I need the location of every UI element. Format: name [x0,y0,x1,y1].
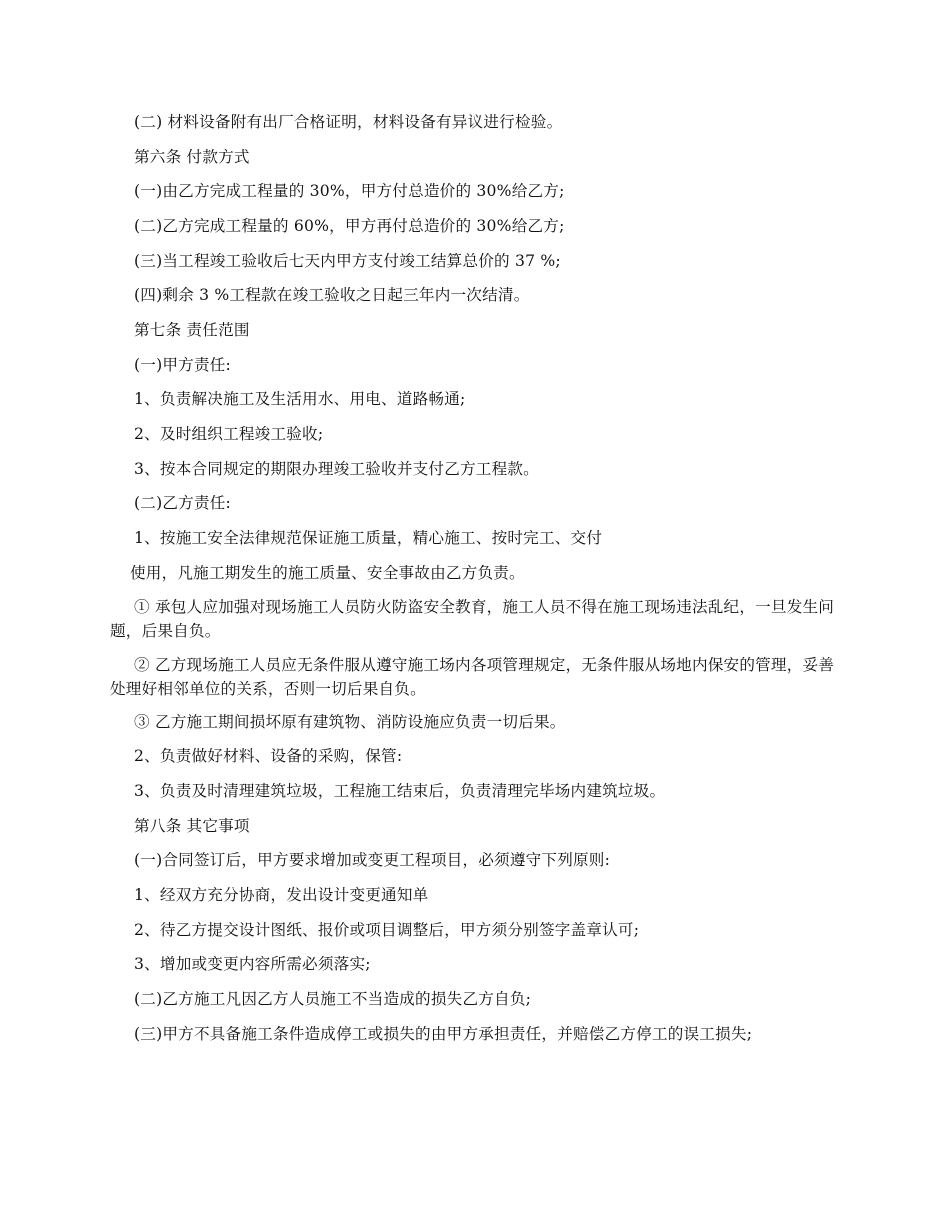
paragraph-payment-3: (三)当工程竣工验收后七天内甲方支付竣工结算总价的 37 %; [134,251,561,270]
document-page [110,110,845,1046]
paragraph-other-2: (二)乙方施工凡因乙方人员施工不当造成的损失乙方自负; [134,990,532,1009]
heading-article-7: 第七条 责任范围 [134,320,250,339]
paragraph-party-b-item-2: 2、负责做好材料、设备的采购，保管: [134,747,403,766]
paragraph-party-a-responsibility: (一)甲方责任: [134,355,231,374]
paragraph-party-b-item-1-cont: 使用，凡施工期发生的施工质量、安全事故由乙方负责。 [130,563,525,582]
paragraph-other-1-item-2: 2、待乙方提交设计图纸、报价或项目调整后，甲方须分别签字盖章认可; [134,920,640,939]
paragraph-material-inspection: (二) 材料设备附有出厂合格证明，材料设备有异议进行检验。 [134,113,563,131]
paragraph-party-b-subitem-1: ① 承包人应加强对现场施工人员防火防盗安全教育，施工人员不得在施工现场违法乱纪，一旦发生问题，后果自负。 [110,598,835,641]
paragraph-payment-1: (一)由乙方完成工程量的 30%，甲方付总造价的 30%给乙方; [134,182,565,201]
paragraph-party-b-responsibility: (二)乙方责任: [134,494,231,513]
paragraph-other-1: (一)合同签订后，甲方要求增加或变更工程项目，必须遵守下列原则: [134,851,611,870]
paragraph-party-b-subitem-3: ③ 乙方施工期间损坏原有建筑物、消防设施应负责一切后果。 [134,712,566,731]
paragraph-party-b-item-1: 1、按施工安全法律规范保证施工质量，精心施工、按时完工、交付 [134,528,603,547]
paragraph-party-a-item-3: 3、按本合同规定的期限办理竣工验收并支付乙方工程款。 [134,459,539,478]
paragraph-other-3: (三)甲方不具备施工条件造成停工或损失的由甲方承担责任，并赔偿乙方停工的误工损失; [134,1024,753,1043]
paragraph-party-a-item-2: 2、及时组织工程竣工验收; [134,424,324,443]
heading-article-6: 第六条 付款方式 [134,147,250,166]
paragraph-party-a-item-1: 1、负责解决施工及生活用水、用电、道路畅通; [134,390,466,409]
paragraph-other-1-item-1: 1、经双方充分协商，发出设计变更通知单 [134,886,429,905]
paragraph-other-1-item-3: 3、增加或变更内容所需必须落实; [134,955,371,974]
paragraph-party-b-subitem-2: ② 乙方现场施工人员应无条件服从遵守施工场内各项管理规定，无条件服从场地内保安的管理，妥善处理好相邻单位的关系，否则一切后果自负。 [110,655,835,698]
paragraph-party-b-item-3: 3、负责及时清理建筑垃圾，工程施工结束后，负责清理完毕场内建筑垃圾。 [134,782,666,801]
heading-article-8: 第八条 其它事项 [134,816,250,835]
paragraph-payment-2: (二)乙方完成工程量的 60%，甲方再付总造价的 30%给乙方; [134,216,565,235]
paragraph-payment-4: (四)剩余 3 %工程款在竣工验收之日起三年内一次结清。 [134,286,530,305]
